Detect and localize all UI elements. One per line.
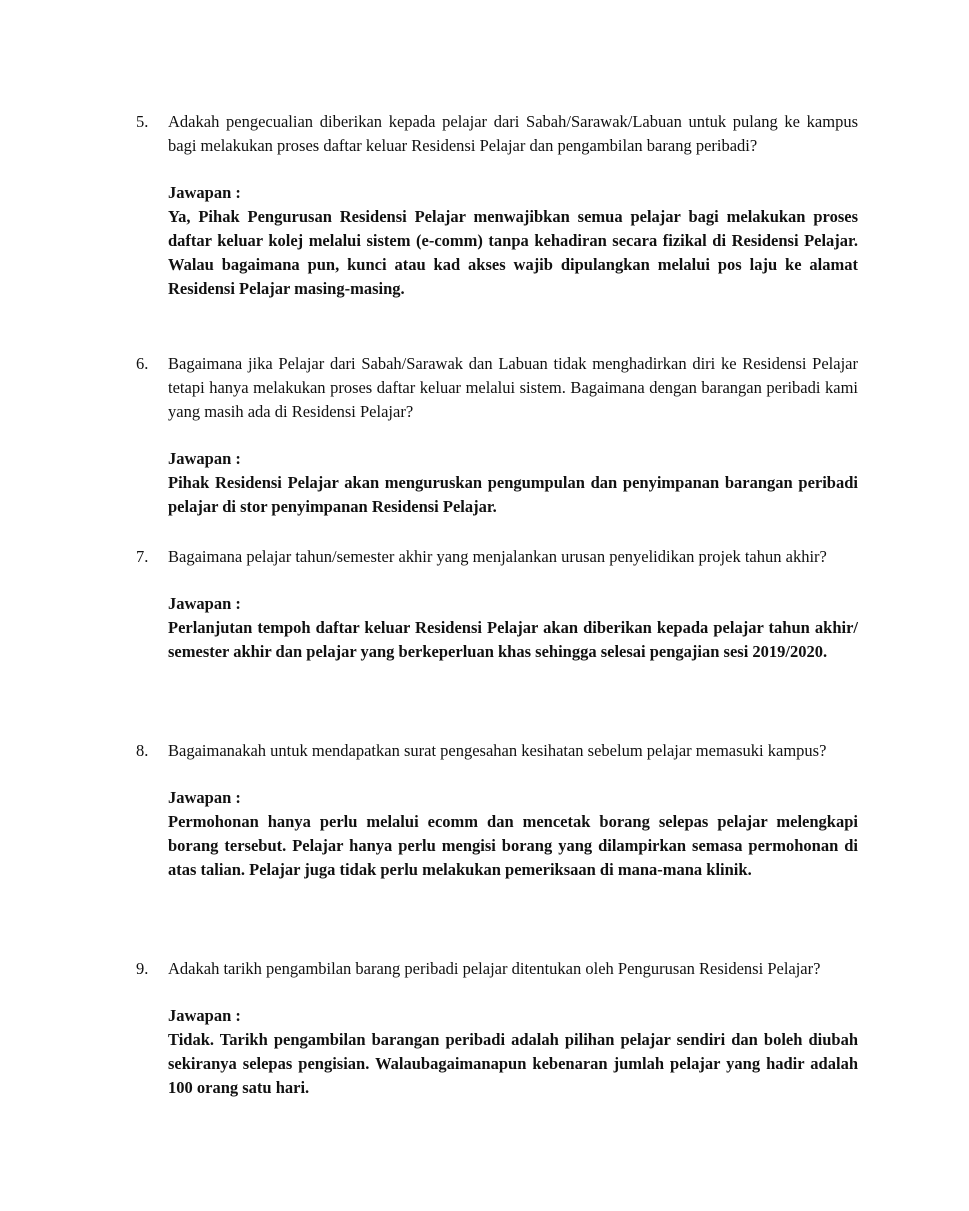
answer-label: Jawapan : [168, 449, 241, 468]
question-number: 6. [136, 354, 149, 373]
answer-text: Perlanjutan tempoh daftar keluar Residensi Pelajar akan diberikan kepada pelajar tahun akhir/ semester akhir dan pelajar yang berkeperluan khas sehingga selesai pengajian sesi 2019/2020. [168, 618, 858, 661]
answer-text: Pihak Residensi Pelajar akan menguruskan pengumpulan dan penyimpanan barangan peribadi pelajar di stor penyimpanan Residensi Pelajar. [168, 473, 858, 516]
question-row [136, 352, 858, 424]
question-number: 9. [136, 959, 149, 978]
faq-item-7 [136, 545, 858, 664]
answer-block [168, 181, 858, 301]
question-number: 7. [136, 547, 149, 566]
faq-item-6 [136, 352, 858, 519]
question-number: 8. [136, 741, 149, 760]
answer-label: Jawapan : [168, 183, 241, 202]
question-row [136, 739, 858, 763]
answer-label: Jawapan : [168, 788, 241, 807]
faq-item-5 [136, 110, 858, 301]
answer-block [168, 786, 858, 882]
answer-label: Jawapan : [168, 1006, 241, 1025]
answer-label: Jawapan : [168, 594, 241, 613]
answer-block [168, 592, 858, 664]
question-text: Adakah tarikh pengambilan barang peribadi pelajar ditentukan oleh Pengurusan Residensi Pelajar? [168, 959, 821, 978]
question-text: Bagaimanakah untuk mendapatkan surat pengesahan kesihatan sebelum pelajar memasuki kampus? [168, 741, 827, 760]
answer-text: Tidak. Tarikh pengambilan barangan peribadi adalah pilihan pelajar sendiri dan boleh diubah sekiranya selepas pengisian. Walaubagaimanapun kebenaran jumlah pelajar yang hadir adalah 100 orang satu hari. [168, 1030, 858, 1097]
faq-item-9 [136, 957, 858, 1100]
answer-block [168, 447, 858, 519]
answer-block [168, 1004, 858, 1100]
question-text: Bagaimana pelajar tahun/semester akhir yang menjalankan urusan penyelidikan projek tahun akhir? [168, 547, 827, 566]
faq-item-8 [136, 739, 858, 882]
question-text: Adakah pengecualian diberikan kepada pelajar dari Sabah/Sarawak/Labuan untuk pulang ke kampus bagi melakukan proses daftar keluar Residensi Pelajar dan pengambilan barang peribadi? [168, 112, 858, 155]
answer-text: Permohonan hanya perlu melalui ecomm dan mencetak borang selepas pelajar melengkapi borang tersebut. Pelajar hanya perlu mengisi borang yang dilampirkan semasa permohonan di atas talian. Pelajar juga tidak perlu melakukan pemeriksaan di mana-mana klinik. [168, 812, 858, 879]
question-number: 5. [136, 112, 149, 131]
question-text: Bagaimana jika Pelajar dari Sabah/Sarawak dan Labuan tidak menghadirkan diri ke Residensi Pelajar tetapi hanya melakukan proses daftar keluar melalui sistem. Bagaimana dengan barangan peribadi kami yang masih ada di Residensi Pelajar? [168, 354, 858, 421]
question-row [136, 110, 858, 158]
question-row [136, 545, 858, 569]
answer-text: Ya, Pihak Pengurusan Residensi Pelajar menwajibkan semua pelajar bagi melakukan proses daftar keluar kolej melalui sistem (e-comm) tanpa kehadiran secara fizikal di Residensi Pelajar. Walau bagaimana pun, kunci atau kad akses wajib dipulangkan melalui pos laju ke alamat Residensi Pelajar masing-masing. [168, 207, 858, 298]
question-row [136, 957, 858, 981]
